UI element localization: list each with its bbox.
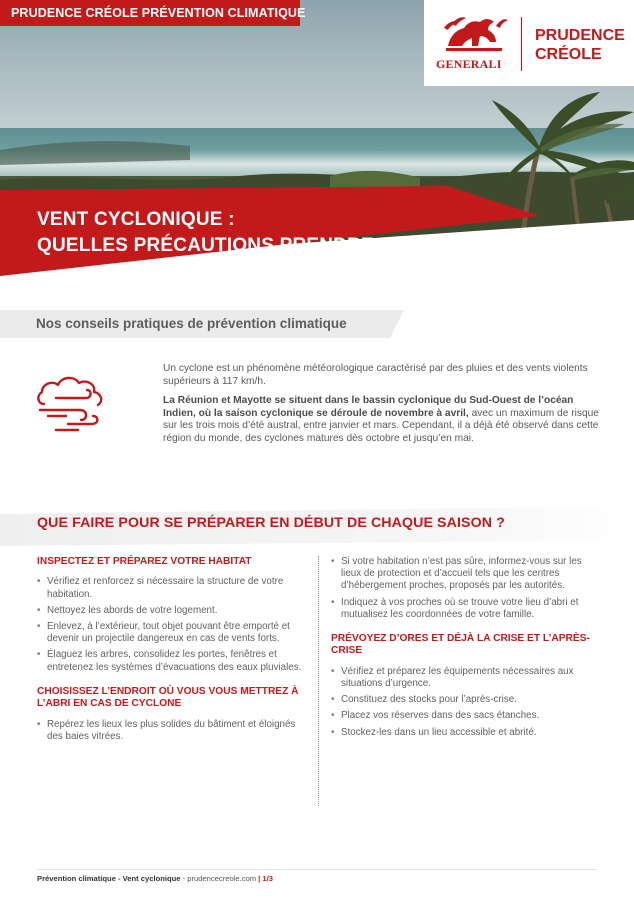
list-item: • Nettoyez les abords de votre logement.	[37, 605, 307, 617]
footer-page-number: | 1/3	[258, 874, 273, 883]
footer-doc-title: Prévention climatique - Vent cyclonique	[37, 874, 181, 883]
footer	[37, 874, 273, 883]
spacer	[37, 678, 307, 686]
intro-paragraph-2-bold: La Réunion et Mayotte se situent dans le bassin cyclonique du Sud-Ouest de l’océan Indien, où la saison cyclonique se déroule de novembre à avril,	[163, 395, 574, 419]
spacer	[331, 625, 601, 633]
page-title	[37, 207, 391, 259]
left-column	[37, 556, 307, 747]
generali-wordmark: GENERALI	[436, 57, 502, 71]
shelter-list	[37, 719, 307, 743]
crisis-heading: PRÉVOYEZ D’ORES ET DÉJÀ LA CRISE ET L’APRÈS-CRISE	[331, 633, 590, 657]
subtitle-band	[0, 310, 390, 338]
intro-paragraph-2-rest: avec un maximum de risque sur les trois mois d’été austral, entre janvier et mars. Cependant, il a déjà été observé dans cette région du monde, des cyclones matures dès octobre et jusqu’en mai.	[163, 407, 599, 444]
column-divider	[318, 556, 319, 806]
section-title: QUE FAIRE POUR SE PRÉPARER EN DÉBUT DE CHAQUE SAISON ?	[37, 515, 505, 531]
list-item: • Enlevez, à l’extérieur, tout objet pouvant être emporté et devenir un projectile dangereux en cas de vents forts.	[37, 621, 307, 645]
list-item: • Indiquez à vos proches où se trouve votre lieu d’abri et mutualisez les coordonnées de votre famille.	[331, 597, 601, 621]
brand-line-1: PRUDENCE	[535, 27, 625, 44]
page-title-line-1: VENT CYCLONIQUE :	[37, 209, 235, 230]
list-item: • Stockez-les dans un lieu accessible et abrité.	[331, 727, 601, 739]
hero-photo	[0, 0, 634, 278]
intro-text	[163, 363, 603, 453]
crisis-list	[331, 666, 601, 739]
subtitle-text: Nos conseils pratiques de prévention climatique	[36, 316, 347, 331]
footer-site: - prudencecreole.com	[180, 874, 259, 883]
intro-paragraph-1: Un cyclone est un phénomène météorologique caractérisé par des pluies et des vents violents supérieurs à 117 km/h.	[163, 363, 588, 387]
shelter-info-list	[331, 556, 601, 621]
brand-line-2: CRÉOLE	[535, 46, 602, 63]
cloud-wind-icon	[34, 374, 112, 436]
habitat-list	[37, 576, 307, 673]
list-item: • Vérifiez et renforcez si nécessaire la structure de votre habitation.	[37, 576, 307, 600]
habitat-heading: INSPECTEZ ET PRÉPAREZ VOTRE HABITAT	[37, 556, 252, 567]
footer-rule	[37, 869, 597, 870]
list-item: • Vérifiez et préparez les équipements nécessaires aux situations d’urgence.	[331, 666, 601, 690]
list-item: • Si votre habitation n’est pas sûre, informez-vous sur les lieux de protection et d’accueil tels que les centres d’hébergement proches, proposés par les autorités.	[331, 556, 601, 593]
header-banner-text: PRUDENCE CRÉOLE PRÉVENTION CLIMATIQUE	[11, 6, 306, 20]
list-item: • Repérez les lieux les plus solides du bâtiment et éloignés des baies vitrées.	[37, 719, 307, 743]
shelter-heading: CHOISISSEZ L’ENDROIT OÙ VOUS VOUS METTREZ À L’ABRI EN CAS DE CYCLONE	[37, 685, 299, 710]
list-item: • Élaguez les arbres, consolidez les portes, fenêtres et entretenez les systèmes d’évacuations des eaux pluviales.	[37, 649, 307, 673]
list-item: • Constituez des stocks pour l’après-crise.	[331, 694, 601, 706]
intro-paragraph-2	[163, 395, 603, 445]
list-item: • Placez vos réserves dans des sacs étanches.	[331, 710, 601, 722]
page-title-line-2: QUELLES PRÉCAUTIONS PRENDRE ?	[37, 235, 392, 256]
right-column	[331, 556, 601, 743]
